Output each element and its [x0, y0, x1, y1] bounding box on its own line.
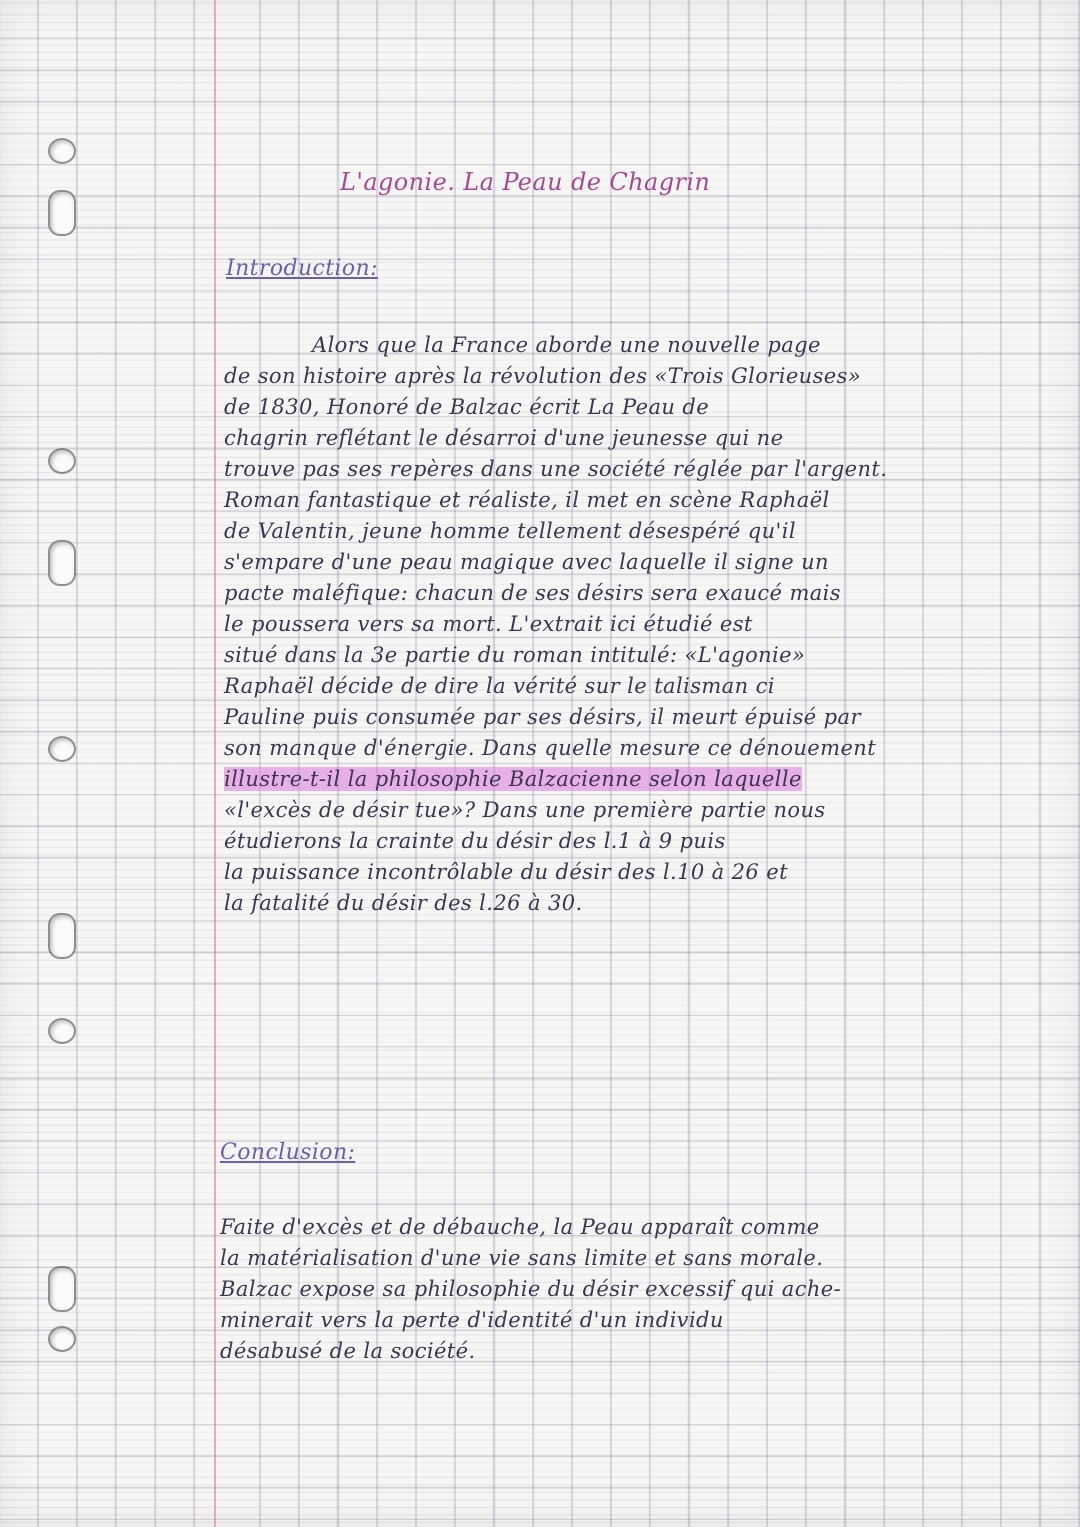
intro-line: de Valentin, jeune homme tellement désespéré qu'il	[224, 519, 796, 543]
binder-hole	[50, 1020, 74, 1042]
intro-line: la fatalité du désir des l.26 à 30.	[224, 891, 583, 915]
intro-line: Roman fantastique et réaliste, il met en scène Raphaël	[224, 488, 830, 512]
binder-hole	[50, 140, 74, 162]
margin-line	[214, 0, 216, 1527]
binder-hole	[50, 738, 74, 760]
intro-line: Raphaël décide de dire la vérité sur le talisman ci	[224, 674, 775, 698]
intro-line: pacte maléfique: chacun de ses désirs sera exaucé mais	[224, 581, 841, 605]
intro-line: de 1830, Honoré de Balzac écrit La Peau de	[224, 395, 710, 419]
intro-line: Pauline puis consumée par ses désirs, il meurt épuisé par	[224, 705, 861, 729]
highlighted-problematic: illustre-t-il la philosophie Balzacienne selon laquelle	[224, 767, 802, 791]
intro-line-highlighted	[224, 733, 876, 764]
intro-line: chagrin reflétant le désarroi d'une jeunesse qui ne	[224, 426, 784, 450]
conclusion-line: Balzac expose sa philosophie du désir excessif qui ache-	[220, 1277, 842, 1301]
binder-hole	[50, 915, 74, 957]
intro-line: étudierons la crainte du désir des l.1 à 9 puis	[224, 829, 726, 853]
intro-heading: Introduction:	[226, 256, 378, 281]
binder-hole	[50, 1268, 74, 1310]
intro-line: de son histoire après la révolution des «Trois Glorieuses»	[224, 364, 862, 388]
conclusion-heading: Conclusion:	[220, 1140, 356, 1165]
conclusion-line: désabusé de la société.	[220, 1339, 476, 1363]
document-title: L'agonie. La Peau de Chagrin	[340, 168, 711, 196]
intro-line: Alors que la France aborde une nouvelle page	[312, 333, 821, 357]
intro-line: situé dans la 3e partie du roman intitulé: «L'agonie»	[224, 643, 806, 667]
conclusion-line: Faite d'excès et de débauche, la Peau apparaît comme	[220, 1215, 820, 1239]
binder-hole	[50, 450, 74, 472]
binder-hole	[50, 542, 74, 584]
binder-hole	[50, 1328, 74, 1350]
intro-line-highlighted	[224, 764, 802, 795]
intro-line: son manque d'énergie. Dans quelle mesure ce dénouement	[224, 736, 877, 760]
binder-hole	[50, 192, 74, 234]
intro-line: la puissance incontrôlable du désir des l.10 à 26 et	[224, 860, 788, 884]
intro-line: «l'excès de désir tue»? Dans une première partie nous	[224, 798, 826, 822]
intro-line: le poussera vers sa mort. L'extrait ici étudié est	[224, 612, 753, 636]
conclusion-line: la matérialisation d'une vie sans limite et sans morale.	[220, 1246, 824, 1270]
intro-line: s'empare d'une peau magique avec laquelle il signe un	[224, 550, 829, 574]
conclusion-line: minerait vers la perte d'identité d'un individu	[220, 1308, 724, 1332]
intro-line: trouve pas ses repères dans une société réglée par l'argent.	[224, 457, 888, 481]
